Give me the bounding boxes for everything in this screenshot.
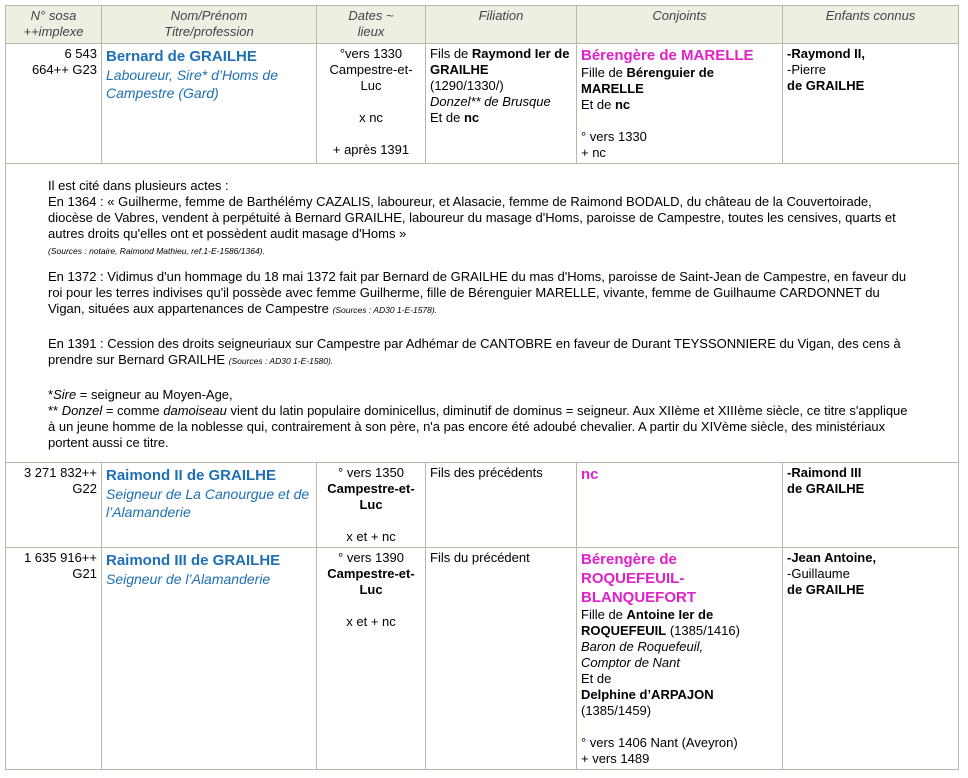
filiation-text: Fils du précédent — [430, 550, 530, 565]
header-spouses: Conjoints — [577, 6, 783, 44]
father-name: Raymond Ier de GRAILHE — [430, 46, 570, 77]
note-text: En 1391 : Cession des droits seigneuriaux sur Campestre par Adhémar de CANTOBRE en faveur de Durant TEYSSONNIERE du Vigan, des cens à prendre sur Bernard GRAILHE — [48, 336, 901, 367]
implex-number: G21 — [72, 566, 97, 581]
note-text: En 1364 : « Guilherme, femme de Barthélémy CAZALIS, laboureur, et Alasacie, femme de Raimond BODALD, du château de la Couvertoirade, diocèse de Vabres, vendent à perpétuité à Bernard GRAILHE, laboureur du masage d'Homs, paroisse de Campestre, toutes les censives, quarts et autres droits qu'elles ont et possèdent audit masage d'Homs » — [48, 194, 896, 241]
filiation-text: Fils de — [430, 46, 472, 61]
note-text: En 1372 : Vidimus d'un hommage du 18 mai 1372 fait par Bernard de GRAILHE du mas d'Homs, paroisse de Saint-Jean de Campestre, en faveur du roi pour les terres indivises qu'il possède avec femme Guilherme, fille de Bérenguier MARELLE, vivante, femme de Guilhaume CARDONNET du Vigan, situées aux appartenances de Campestre — [48, 269, 907, 316]
filiation-and: Et de — [430, 110, 464, 125]
spouse-filiation: Fille de — [581, 65, 627, 80]
footnotes — [48, 387, 918, 451]
spouse-death: + vers 1489 — [581, 751, 650, 766]
marriage-info: x et + nc — [346, 529, 396, 544]
spouse-filiation: Fille de — [581, 607, 627, 622]
father-years: (1290/1330/) — [430, 78, 504, 93]
dates-cell — [317, 463, 426, 548]
name-cell — [102, 463, 317, 548]
spouse-death: + nc — [581, 145, 606, 160]
spouse-filiation-and: Et de — [581, 97, 615, 112]
person-row-raimond-iii — [6, 548, 959, 770]
note-1372 — [48, 269, 918, 318]
note-intro: Il est cité dans plusieurs actes : — [48, 178, 229, 193]
sosa-cell — [6, 44, 102, 164]
header-dates: Dates ~ lieux — [317, 6, 426, 44]
header-row — [6, 6, 959, 44]
genealogy-table — [5, 5, 959, 770]
child-item: -Pierre — [787, 62, 827, 77]
birth-place: Campestre-et-Luc — [329, 62, 413, 93]
person-name: Bernard de GRAILHE — [106, 48, 257, 65]
spouse-filiation-and: Et de — [581, 671, 612, 686]
note-source: (Sources : notaire, Raimond Mathieu, ref.1-E-1586/1364). — [48, 246, 265, 256]
filiation-text: Fils des précédents — [430, 465, 543, 480]
name-cell — [102, 548, 317, 770]
children-cell — [783, 44, 959, 164]
marriage-info: x nc — [359, 110, 383, 125]
notes-cell — [6, 164, 959, 463]
birth-place: Campestre-et-Luc — [327, 566, 415, 597]
person-title: Laboureur, Sire* d’Homs de Campestre (Gard) — [106, 67, 278, 101]
spouse-mother: nc — [614, 97, 631, 112]
spouse-cell — [577, 463, 783, 548]
filiation-cell — [426, 463, 577, 548]
birth-date: °vers 1330 — [339, 46, 403, 61]
spouse-birth: ° vers 1406 Nant (Aveyron) — [581, 735, 738, 750]
children-family: de GRAILHE — [787, 582, 865, 597]
sosa-cell — [6, 548, 102, 770]
child-item: -Raimond III — [787, 465, 862, 480]
birth-date: ° vers 1390 — [338, 550, 404, 565]
sosa-cell — [6, 463, 102, 548]
header-filiation: Filiation — [426, 6, 577, 44]
filiation-cell — [426, 44, 577, 164]
note-source: (Sources : AD30 1-E-1580). — [228, 356, 334, 366]
note-1364 — [48, 178, 918, 259]
children-cell — [783, 463, 959, 548]
header-name: Nom/Prénom Titre/profession — [102, 6, 317, 44]
spouse-father-title: Baron de Roquefeuil, — [581, 639, 704, 654]
header-children: Enfants connus — [783, 6, 959, 44]
death-date: + après 1391 — [332, 142, 410, 157]
implex-number: G22 — [72, 481, 97, 496]
spouse-name: Bérengère de MARELLE — [581, 47, 754, 64]
birth-date: ° vers 1350 — [338, 465, 404, 480]
children-cell — [783, 548, 959, 770]
footnote-donzel: ** Donzel = comme damoiseau vient du latin populaire dominicellus, diminutif de dominus = seigneur. Aux XIIème et XIIIème siècle, ce titre s'applique à un jeune homme de la noblesse qui, contrairement à son père, n'a pas encore été adoubé chevalier. A partir du XIVème siècle, des ministériaux portent aussi ce titre. — [48, 403, 908, 450]
spouse-cell — [577, 548, 783, 770]
sosa-number: 1 635 916++ — [23, 550, 97, 565]
spouse-name: Bérengère de ROQUEFEUIL-BLANQUEFORT — [581, 551, 696, 606]
spouse-birth: ° vers 1330 — [581, 129, 647, 144]
person-row-raimond-ii — [6, 463, 959, 548]
note-1391 — [48, 336, 918, 369]
dates-cell — [317, 44, 426, 164]
marriage-info: x et + nc — [346, 614, 396, 629]
father-title: Donzel** de Brusque — [430, 94, 551, 109]
child-item: -Jean Antoine, — [787, 550, 877, 565]
person-row-bernard — [6, 44, 959, 164]
person-name: Raimond III de GRAILHE — [106, 552, 281, 569]
spouse-father-years: (1385/1416) — [666, 623, 740, 638]
spouse-cell — [577, 44, 783, 164]
person-title: Seigneur de La Canourgue et de l’Alamanderie — [106, 486, 310, 520]
children-family: de GRAILHE — [787, 78, 865, 93]
name-cell — [102, 44, 317, 164]
dates-cell — [317, 548, 426, 770]
header-sosa: N° sosa ++implexe — [6, 6, 102, 44]
spouse-name: nc — [581, 466, 599, 483]
spouse-father: Bérenguier de MARELLE — [581, 65, 714, 96]
spouse-mother-years: (1385/1459) — [581, 703, 652, 718]
sosa-number: 6 543 — [64, 46, 97, 61]
implex-number: 664++ G23 — [31, 62, 97, 77]
notes-row — [6, 164, 959, 463]
footnote-sire: *Sire = seigneur au Moyen-Age, — [48, 387, 233, 402]
person-title: Seigneur de l’Alamanderie — [106, 571, 271, 587]
filiation-cell — [426, 548, 577, 770]
sosa-number: 3 271 832++ — [23, 465, 97, 480]
spouse-father: Antoine Ier de ROQUEFEUIL — [581, 607, 714, 638]
person-name: Raimond II de GRAILHE — [106, 467, 277, 484]
note-source: (Sources : AD30 1-E-1578). — [332, 305, 438, 315]
mother-name: nc — [463, 110, 480, 125]
spouse-mother: Delphine d’ARPAJON — [581, 687, 714, 702]
child-item: -Raymond II, — [787, 46, 866, 61]
spouse-father-title: Comptor de Nant — [581, 655, 680, 670]
birth-place: Campestre-et-Luc — [327, 481, 415, 512]
children-family: de GRAILHE — [787, 481, 865, 496]
child-item: -Guillaume — [787, 566, 850, 581]
